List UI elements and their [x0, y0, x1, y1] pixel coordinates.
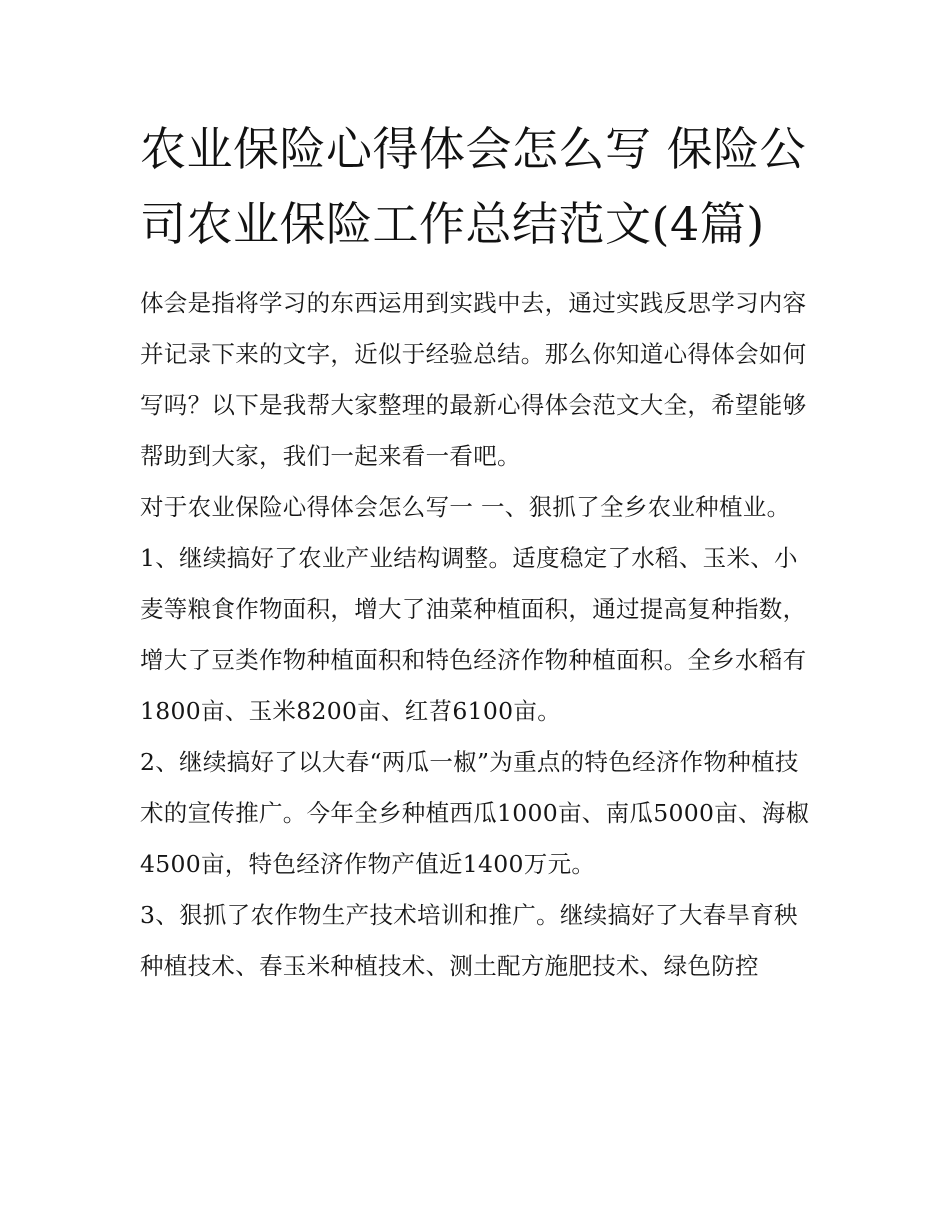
item-3-paragraph: 3、狠抓了农作物生产技术培训和推广。继续搞好了大春旱育秧种植技术、春玉米种植技术、测土配方施肥技术、绿色防控: [140, 901, 798, 980]
item-2-paragraph: 2、继续搞好了以大春“两瓜一椒”为重点的特色经济作物种植技术的宣传推广。今年全乡种植西瓜1000亩、南瓜5000亩、海椒4500亩，特色经济作物产值近1400万元。: [140, 748, 810, 878]
item-1-paragraph: 1、继续搞好了农业产业结构调整。适度稳定了水稻、玉米、小麦等粮食作物面积，增大了油菜种植面积，通过提高复种指数，增大了豆类作物种植面积和特色经济作物种植面积。全乡水稻有1800亩、玉米8200亩、红苕6100亩。: [140, 544, 807, 725]
section-heading-paragraph: 对于农业保险心得体会怎么写一 一、狠抓了全乡农业种植业。: [140, 493, 791, 521]
intro-paragraph: 体会是指将学习的东西运用到实践中去，通过实践反思学习内容并记录下来的文字，近似于经验总结。那么你知道心得体会如何写吗？以下是我帮大家整理的最新心得体会范文大全，希望能够帮助到大家，我们一起来看一看吧。: [140, 289, 807, 470]
document-title: 农业保险心得体会怎么写 保险公司农业保险工作总结范文(4篇): [140, 122, 807, 251]
document-page: [140, 112, 820, 992]
document-body: [140, 278, 820, 992]
